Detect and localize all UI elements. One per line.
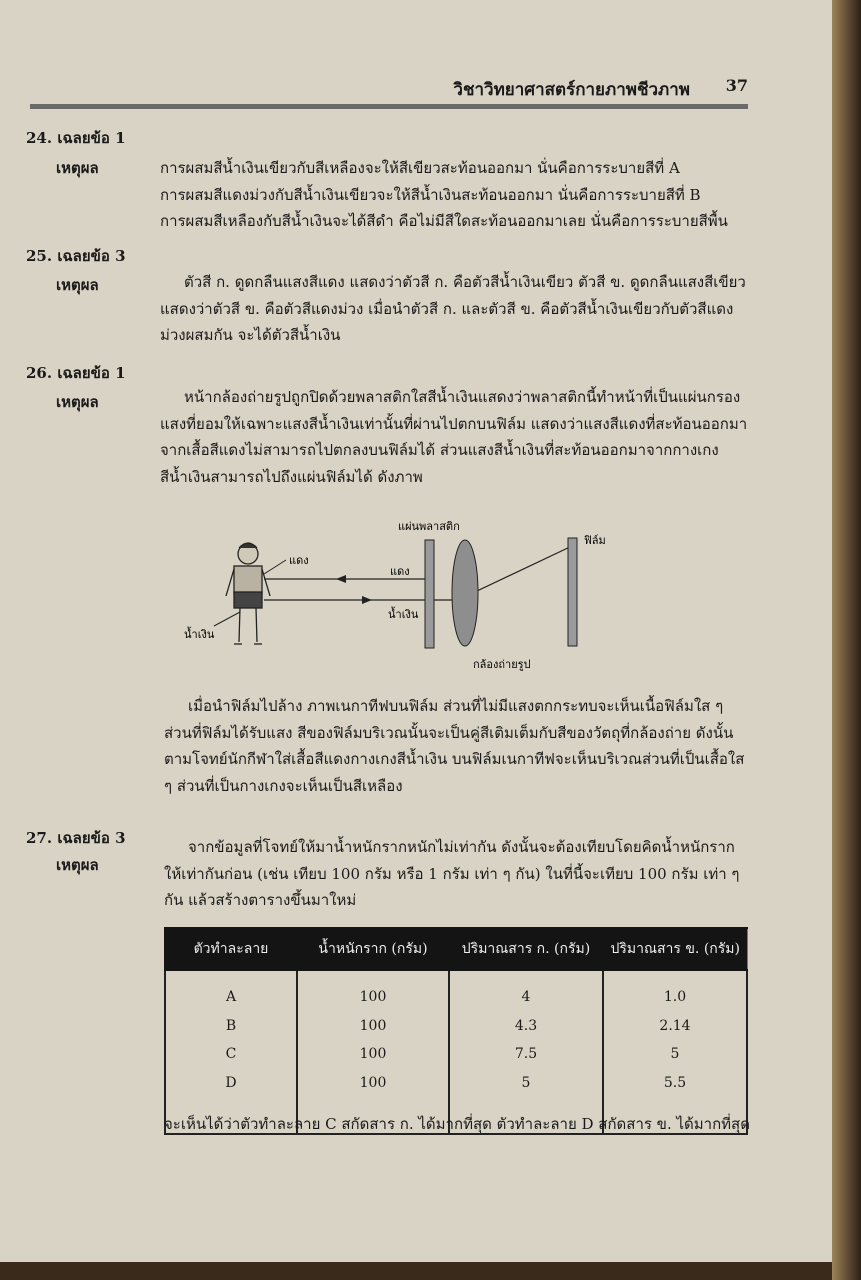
red-ray-arrow [336,575,346,583]
answer-25-reason-label: เหตุผล [56,276,99,294]
answer-26-after-text [164,693,750,799]
answer-24-reason-label: เหตุผล [56,159,99,177]
answer-24-line: การผสมสีน้ำเงินเขียวกับสีเหลืองจะให้สีเขียวสะท้อนออกมา นั่นคือการระบายสีที่ A [160,159,680,177]
answer-27-text [164,834,750,914]
red-pointer-line [264,560,286,574]
answer-27-conclusion: จะเห็นได้ว่าตัวทำละลาย C สกัดสาร ก. ได้มากที่สุด ตัวทำละลาย D สกัดสาร ข. ได้มากที่สุด [164,1115,750,1133]
film-sheet [568,538,577,646]
answer-25-number: 25. เฉลยข้อ 3 [26,247,126,265]
header-root-weight: น้ำหนักราก (กรัม) [297,928,449,970]
header-title: วิชาวิทยาศาสตร์กายภาพชีวภาพ [453,80,690,100]
answer-24-line: การผสมสีแดงม่วงกับสีน้ำเงินเขียวจะให้สีน้ำเงินสะท้อนออกมา นั่นคือการระบายสีที่ B [160,185,701,204]
header-substance-b: ปริมาณสาร ข. (กรัม) [603,928,747,970]
answer-26-reason-label: เหตุผล [56,393,99,411]
red-label-ray: แดง [390,565,410,578]
answer-24-text [160,155,750,235]
answer-27-paragraph: จากข้อมูลที่โจทย์ให้มาน้ำหนักรากหนักไม่เท่ากัน ดังนั้นจะต้องเทียบโดยคิดน้ำหนักรากให้เท่ากันก่อน (เช่น เทียบ 100 กรัม หรือ 1 กรัม เท่า ๆ กัน) ในที่นี้จะเทียบ 100 กรัม เท่า ๆ กัน แล้วสร้างตารางขึ้นมาใหม่ [164,838,740,909]
solvent-cell: D [225,1074,237,1091]
answer-26-after-paragraph: เมื่อนำฟิล์มไปล้าง ภาพเนกาทีฟบนฟิล์ม ส่วนที่ไม่มีแสงตกกระทบจะเห็นเนื้อฟิล์มใส ๆ ส่วนที่ฟิล์มได้รับแสง สีของฟิล์มบริเวณนั้นจะเป็นคู่สีเติมเต็มกับสีของวัตถุที่กล้องถ่าย ดังนั้นตามโจทย์นักกีฬาใส่เสื้อสีแดงกางเกงสีน้ำเงิน บนฟิล์มเนกาทีฟจะเห็นบริเวณส่วนที่เป็นเสื้อใส ๆ ส่วนที่เป็นกางเกงจะเห็นเป็นสีเหลือง [164,697,745,795]
substance-a-cell: 5 [521,1074,531,1091]
red-label-person: แดง [289,554,309,567]
blue-label-ray: น้ำเงิน [388,608,419,621]
table-header-row [165,928,747,970]
answer-24-line: การผสมสีเหลืองกับสีน้ำเงินจะได้สีดำ คือไม่มีสีใดสะท้อนออกมาเลย นั่นคือการระบายสีพื้น [160,212,728,230]
answer-25-paragraph: ตัวสี ก. ดูดกลืนแสงสีแดง แสดงว่าตัวสี ก. คือตัวสีน้ำเงินเขียว ตัวสี ข. ดูดกลืนแสงสีเขียว แสดงว่าตัวสี ข. คือตัวสีแดงม่วง เมื่อนำตัวสี ก. และตัวสี ข. คือตัวสีน้ำเงินเขียวกับตัวสีแดงม่วงผสมกัน จะได้ตัวสีน้ำเงิน [160,273,746,344]
substance-b-cell: 2.14 [659,1017,691,1034]
header-solvent: ตัวทำละลาย [165,928,297,970]
substance-b-cell: 5 [670,1046,680,1062]
answer-26-paragraph: หน้ากล้องถ่ายรูปถูกปิดด้วยพลาสติกใสสีน้ำเงินแสดงว่าพลาสติกนี้ทำหน้าที่เป็นแผ่นกรองแสงที่ยอมให้เฉพาะแสงสีน้ำเงินเท่านั้นที่ผ่านไปตกบนฟิล์ม แสดงว่าแสงสีแดงที่สะท้อนออกมาจากเสื้อสีแดงไม่สามารถไปตกลงบนฟิล์มได้ ส่วนแสงสีน้ำเงินที่สะท้อนออกมาจากกางเกงสีน้ำเงินสามารถไปถึงแผ่นฟิล์มได้ ดังภาพ [160,388,748,486]
root-weight-cell: 100 [359,989,387,1005]
substance-b-cell: 5.5 [663,1074,687,1091]
book-spine-edge [832,0,861,1280]
answer-27-reason-label: เหตุผล [56,856,99,874]
table-row [165,970,747,1134]
substance-b-cell: 1.0 [663,989,687,1005]
solvent-cell: C [225,1046,237,1062]
solvent-cell: B [225,1017,237,1034]
camera-filter-diagram [176,514,616,679]
substance-a-cell: 7.5 [514,1046,538,1062]
plastic-sheet [425,540,434,648]
blue-ray-arrow [362,596,372,604]
substance-a-cell: 4 [521,989,531,1005]
answer-27-number: 27. เฉลยข้อ 3 [26,829,126,847]
answer-25-text [160,269,750,349]
film-label: ฟิล์ม [584,534,606,547]
solvent-column [165,970,297,1134]
substance-a-cell: 4.3 [514,1017,538,1034]
page-header [30,74,748,109]
person-figure [226,543,270,644]
header-substance-a: ปริมาณสาร ก. (กรัม) [449,928,603,970]
root-weight-cell: 100 [359,1074,387,1091]
blue-label-person: น้ำเงิน [184,628,215,641]
answer-24-number: 24. เฉลยข้อ 1 [26,129,126,147]
camera-label: กล้องถ่ายรูป [473,658,531,671]
root-weight-cell: 100 [359,1046,387,1062]
camera-lens [452,540,478,646]
solvent-cell: A [225,989,237,1005]
root-weight-column [297,970,449,1134]
answer-26-number: 26. เฉลยข้อ 1 [26,364,126,382]
root-weight-cell: 100 [359,1017,387,1034]
blue-pointer-line [214,612,240,626]
answer-26-text [160,384,750,490]
extraction-table [164,927,748,1135]
substance-b-column [603,970,747,1134]
substance-a-column [449,970,603,1134]
plastic-label: แผ่นพลาสติก [398,520,460,533]
page-number: 37 [725,76,748,95]
